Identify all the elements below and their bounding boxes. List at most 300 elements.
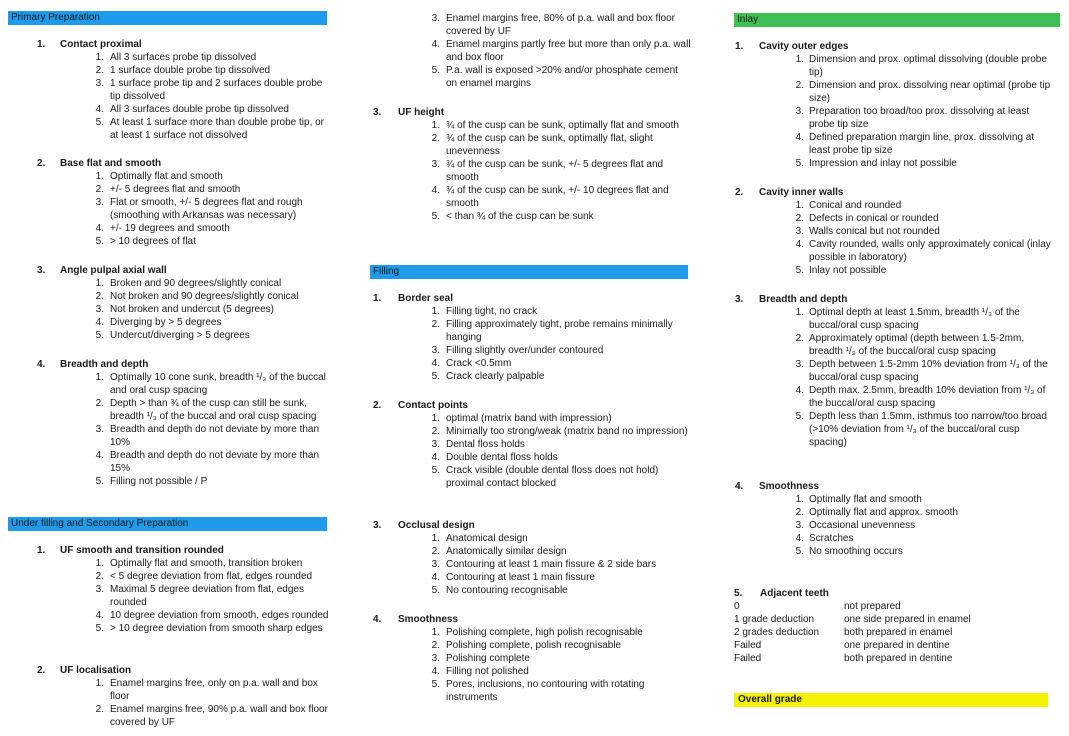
section-title: UF height [398, 107, 445, 118]
list-item [710, 264, 1055, 277]
list-item [12, 103, 332, 116]
item-number: 4. [431, 39, 440, 50]
list-item [12, 316, 332, 329]
item-number: 1. [431, 306, 440, 317]
item-text: Approximately optimal (depth between 1.5-2mm, breadth ¹/₃ of the buccal/oral cusp spacing [809, 333, 1025, 357]
item-text: Depth max. 2.5mm, breadth 10% deviation from ¹/₃ of the buccal/oral cusp spacing [809, 385, 1046, 409]
list-item [12, 583, 332, 609]
item-text: Scratches [809, 533, 854, 544]
section-title: Breadth and depth [759, 294, 848, 305]
list-item [12, 77, 332, 103]
list-item [346, 451, 691, 464]
list-item [12, 423, 332, 449]
item-number: 5. [431, 585, 440, 596]
item-text: Anatomical design [446, 533, 528, 544]
item-text: Flat or smooth, +/- 5 degrees flat and rough (smoothing with Arkansas was necessary) [110, 197, 303, 221]
item-number: 5. [431, 465, 440, 476]
section-number: 5. [734, 588, 743, 599]
primary-preparation-title: Primary Preparation [11, 12, 100, 23]
section-title: Smoothness [398, 614, 459, 625]
list-item [346, 412, 691, 425]
list-item [346, 12, 691, 38]
section-number: 1. [373, 293, 382, 304]
item-number: 2. [95, 184, 104, 195]
item-text: Anatomically similar design [446, 546, 567, 557]
item-number: 4. [431, 185, 440, 196]
inlay-breadth-section [710, 293, 1055, 449]
list-item [710, 506, 1055, 519]
section-title: Cavity outer edges [759, 41, 849, 52]
item-number: 4. [431, 358, 440, 369]
section-title: Smoothness [759, 481, 820, 492]
list-item [346, 584, 691, 597]
uf-localisation-section [12, 664, 332, 729]
section-title: Angle pulpal axial wall [60, 265, 167, 276]
adjacent-grade: 0 [734, 601, 740, 612]
list-item [710, 493, 1055, 506]
item-text: Dimension and prox. optimal dissolving (double probe tip) [809, 54, 1047, 78]
item-number: 3. [95, 197, 104, 208]
list-item [710, 358, 1055, 384]
base-flat-section [12, 157, 332, 248]
list-item [346, 184, 691, 210]
list-item [12, 277, 332, 290]
item-number: 5. [795, 158, 804, 169]
section-number: 2. [37, 158, 46, 169]
item-number: 1. [431, 413, 440, 424]
item-number: 2. [431, 319, 440, 330]
item-text: All 3 surfaces probe tip dissolved [110, 52, 257, 63]
item-text: ¾ of the cusp can be sunk, optimally flat and smooth [446, 120, 679, 131]
list-item [346, 639, 691, 652]
section-heading [12, 664, 332, 677]
section-number: 4. [37, 359, 46, 370]
list-item [12, 196, 332, 222]
item-text: Pores, inclusions, no contouring with rotating instruments [446, 679, 645, 703]
item-number: 1. [431, 533, 440, 544]
item-number: 1. [795, 54, 804, 65]
item-text: > 10 degrees of flat [110, 236, 196, 247]
cavity-inner-section [710, 186, 1055, 277]
inlay-smoothness-section [710, 480, 1055, 558]
adjacent-description: one prepared in dentine [844, 640, 950, 651]
item-number: 3. [431, 439, 440, 450]
list-item [710, 384, 1055, 410]
item-text: optimal (matrix band with impression) [446, 413, 612, 424]
list-item [12, 449, 332, 475]
adjacent-row [710, 626, 1054, 639]
section-number: 3. [37, 265, 46, 276]
item-text: Enamel margins free, only on p.a. wall and box floor [110, 678, 318, 702]
item-text: Depth between 1.5-2mm 10% deviation from ¹/₃ of the buccal/oral cusp spacing [809, 359, 1048, 383]
item-text: Crack clearly palpable [446, 371, 545, 382]
list-item [710, 131, 1055, 157]
contact-proximal-section [12, 38, 332, 142]
item-number: 1. [795, 200, 804, 211]
item-text: Crack visible (double dental floss does not hold) proximal contact blocked [446, 465, 659, 489]
list-item [710, 332, 1055, 358]
item-text: +/- 19 degrees and smooth [110, 223, 230, 234]
section-heading [12, 264, 332, 277]
list-item [710, 238, 1055, 264]
list-item [346, 318, 691, 344]
item-text: Not broken and 90 degrees/slightly conical [110, 291, 299, 302]
section-heading [346, 519, 691, 532]
item-number: 5. [431, 211, 440, 222]
list-item [710, 306, 1055, 332]
item-number: 3. [95, 78, 104, 89]
item-text: Minimally too strong/weak (matrix band no impression) [446, 426, 688, 437]
item-number: 1. [795, 494, 804, 505]
section-heading [12, 358, 332, 371]
section-title: Occlusal design [398, 520, 475, 531]
item-text: < 5 degree deviation from flat, edges rounded [110, 571, 313, 582]
list-item [346, 305, 691, 318]
item-text: Filling approximately tight, probe remains minimally hanging [446, 319, 673, 343]
angle-pulpal-section [12, 264, 332, 342]
item-number: 2. [431, 546, 440, 557]
item-text: 10 degree deviation from smooth, edges rounded [110, 610, 329, 621]
item-text: Dental floss holds [446, 439, 525, 450]
item-number: 4. [95, 450, 104, 461]
section-heading [710, 480, 1055, 493]
item-text: No smoothing occurs [809, 546, 903, 557]
item-text: Double dental floss holds [446, 452, 558, 463]
cavity-outer-section [710, 40, 1055, 170]
item-number: 5. [95, 236, 104, 247]
section-heading [710, 40, 1055, 53]
adjacent-grade: Failed [734, 640, 762, 651]
item-text: > 10 degree deviation from smooth sharp edges [110, 623, 323, 634]
item-text: Maximal 5 degree deviation from flat, edges rounded [110, 584, 304, 608]
item-number: 5. [95, 117, 104, 128]
section-heading [346, 399, 691, 412]
item-text: Polishing complete, polish recognisable [446, 640, 622, 651]
primary-preparation-header [8, 11, 327, 25]
item-number: 2. [795, 333, 804, 344]
item-number: 4. [795, 239, 804, 250]
item-number: 2. [95, 398, 104, 409]
section-number: 3. [373, 520, 382, 531]
item-text: Optimally flat and smooth [809, 494, 922, 505]
item-text: 1 surface probe tip and 2 surfaces double probe tip dissolved [110, 78, 323, 102]
list-item [710, 53, 1055, 79]
item-number: 5. [795, 411, 804, 422]
item-number: 2. [95, 291, 104, 302]
section-title: UF smooth and transition rounded [60, 545, 224, 556]
item-text: All 3 surfaces double probe tip dissolved [110, 104, 289, 115]
item-text: < than ¾ of the cusp can be sunk [446, 211, 594, 222]
section-number: 1. [735, 41, 744, 52]
list-item [346, 532, 691, 545]
list-item [346, 438, 691, 451]
section-number: 1. [37, 39, 46, 50]
section-number: 4. [373, 614, 382, 625]
item-number: 5. [795, 546, 804, 557]
section-heading [346, 292, 691, 305]
list-item [710, 519, 1055, 532]
list-item [12, 183, 332, 196]
list-item [710, 212, 1055, 225]
list-item [346, 132, 691, 158]
item-text: Conical and rounded [809, 200, 902, 211]
item-number: 5. [95, 330, 104, 341]
inlay-header [734, 13, 1060, 27]
item-number: 1. [95, 52, 104, 63]
item-number: 4. [95, 104, 104, 115]
list-item [12, 51, 332, 64]
item-number: 3. [431, 653, 440, 664]
adjacent-teeth-heading [734, 587, 1054, 600]
item-number: 2. [95, 65, 104, 76]
list-item [346, 357, 691, 370]
adjacent-description: one side prepared in enamel [844, 614, 971, 625]
item-number: 2. [431, 426, 440, 437]
list-item [346, 558, 691, 571]
section-number: 1. [37, 545, 46, 556]
list-item [12, 622, 332, 635]
item-number: 4. [95, 317, 104, 328]
item-number: 3. [795, 226, 804, 237]
section-heading [12, 38, 332, 51]
item-text: ¾ of the cusp can be sunk, +/- 5 degrees flat and smooth [446, 159, 664, 183]
list-item [12, 303, 332, 316]
list-item [12, 170, 332, 183]
item-text: Breadth and depth do not deviate by more than 15% [110, 450, 320, 474]
section-title: Base flat and smooth [60, 158, 162, 169]
list-item [710, 157, 1055, 170]
item-text: Filling not polished [446, 666, 529, 677]
overall-grade-title: Overall grade [738, 694, 802, 705]
item-text: Depth > than ¾ of the cusp can still be sunk, breadth ¹/₃ of the buccal and oral cusp spacing [110, 398, 317, 422]
adjacent-row [710, 652, 1054, 665]
section-heading [346, 106, 691, 119]
item-number: 4. [95, 610, 104, 621]
item-number: 5. [95, 476, 104, 487]
item-text: Optimally flat and approx. smooth [809, 507, 958, 518]
item-number: 3. [795, 359, 804, 370]
item-text: Impression and inlay not possible [809, 158, 957, 169]
adjacent-description: not prepared [844, 601, 901, 612]
item-text: Filling not possible / P [110, 476, 208, 487]
section-title: Adjacent teeth [760, 588, 829, 599]
uf-localisation-continued [346, 12, 691, 90]
list-item [346, 571, 691, 584]
item-number: 1. [431, 627, 440, 638]
list-item [12, 397, 332, 423]
item-number: 2. [95, 571, 104, 582]
item-number: 4. [795, 385, 804, 396]
list-item [346, 370, 691, 383]
list-item [12, 475, 332, 488]
item-text: Not broken and undercut (5 degrees) [110, 304, 274, 315]
item-text: P.a. wall is exposed >20% and/or phosphate cement on enamel margins [446, 65, 678, 89]
section-title: Breadth and depth [60, 359, 149, 370]
item-number: 5. [95, 623, 104, 634]
item-number: 4. [431, 452, 440, 463]
list-item [346, 665, 691, 678]
list-item [710, 199, 1055, 212]
list-item [346, 64, 691, 90]
adjacent-row [710, 613, 1054, 626]
item-text: Undercut/diverging > 5 degrees [110, 330, 250, 341]
section-title: Contact points [398, 400, 468, 411]
item-text: ¾ of the cusp can be sunk, +/- 10 degrees flat and smooth [446, 185, 669, 209]
section-title: Border seal [398, 293, 454, 304]
item-number: 3. [95, 584, 104, 595]
overall-grade-bar [734, 693, 1048, 707]
item-number: 3. [795, 106, 804, 117]
list-item [12, 235, 332, 248]
item-text: Contouring at least 1 main fissure [446, 572, 595, 583]
list-item [12, 557, 332, 570]
item-text: Walls conical but not rounded [809, 226, 940, 237]
adjacent-teeth-table [710, 600, 1054, 665]
item-number: 4. [795, 533, 804, 544]
item-text: Diverging by > 5 degrees [110, 317, 222, 328]
adjacent-grade: 2 grades deduction [734, 627, 820, 638]
item-number: 1. [95, 372, 104, 383]
filling-header [370, 265, 688, 279]
item-number: 4. [95, 223, 104, 234]
section-number: 2. [373, 400, 382, 411]
inlay-title: Inlay [737, 14, 759, 25]
list-item [346, 652, 691, 665]
adjacent-grade: Failed [734, 653, 762, 664]
item-number: 2. [95, 704, 104, 715]
list-item [710, 225, 1055, 238]
item-number: 5. [431, 371, 440, 382]
item-text: Inlay not possible [809, 265, 887, 276]
item-number: 1. [431, 120, 440, 131]
list-item [12, 371, 332, 397]
item-number: 3. [795, 520, 804, 531]
occlusal-design-section [346, 519, 691, 597]
list-item [710, 105, 1055, 131]
item-text: No contouring recognisable [446, 585, 568, 596]
item-number: 2. [795, 213, 804, 224]
list-item [12, 609, 332, 622]
uf-height-section [346, 106, 691, 223]
list-item [710, 79, 1055, 105]
item-text: Dimension and prox. dissolving near optimal (probe tip size) [809, 80, 1051, 104]
item-number: 3. [431, 13, 440, 24]
list-item [12, 64, 332, 77]
adjacent-grade: 1 grade deduction [734, 614, 815, 625]
item-text: Defects in conical or rounded [809, 213, 939, 224]
list-item [346, 425, 691, 438]
adjacent-description: both prepared in enamel [844, 627, 953, 638]
filling-title: Filling [373, 266, 400, 277]
list-item [346, 678, 691, 704]
list-item [346, 626, 691, 639]
item-text: Crack <0.5mm [446, 358, 512, 369]
list-item [12, 677, 332, 703]
item-number: 3. [431, 159, 440, 170]
item-number: 3. [431, 559, 440, 570]
list-item [12, 290, 332, 303]
item-text: Enamel margins partly free but more than only p.a. wall and box floor [446, 39, 691, 63]
item-text: Filling tight, no crack [446, 306, 538, 317]
adjacent-row [710, 639, 1054, 652]
item-number: 1. [95, 558, 104, 569]
list-item [12, 570, 332, 583]
under-filling-header [8, 517, 327, 531]
item-text: Polishing complete [446, 653, 530, 664]
item-text: Preparation too broad/too prox. dissolving at least probe tip size [809, 106, 1030, 130]
section-number: 2. [37, 665, 46, 676]
item-text: Defined preparation margin line, prox. dissolving at least probe tip size [809, 132, 1035, 156]
item-text: Optimally flat and smooth [110, 171, 223, 182]
item-text: Breadth and depth do not deviate by more than 10% [110, 424, 320, 448]
item-text: Optimal depth at least 1.5mm, breadth ¹/₃ of the buccal/oral cusp spacing [809, 307, 1020, 331]
item-number: 3. [431, 345, 440, 356]
section-number: 3. [373, 107, 382, 118]
item-text: At least 1 surface more than double probe tip, or at least 1 surface not dissolved [110, 117, 325, 141]
item-text: Optimally 10 cone sunk, breadth ¹/₃ of the buccal and oral cusp spacing [110, 372, 326, 396]
list-item [12, 116, 332, 142]
border-seal-section [346, 292, 691, 383]
section-heading [346, 613, 691, 626]
item-text: Broken and 90 degrees/slightly conical [110, 278, 282, 289]
adjacent-row [710, 600, 1054, 613]
list-item [346, 464, 691, 490]
item-text: Depth less than 1.5mm, isthmus too narrow/too broad (>10% deviation from ¹/₃ of the buccal/oral cusp spacing) [809, 411, 1047, 448]
list-item [12, 329, 332, 342]
list-item [12, 703, 332, 729]
item-number: 1. [95, 278, 104, 289]
item-text: Filling slightly over/under contoured [446, 345, 604, 356]
item-number: 5. [431, 65, 440, 76]
list-item [346, 545, 691, 558]
item-number: 4. [795, 132, 804, 143]
list-item [710, 545, 1055, 558]
item-text: +/- 5 degrees flat and smooth [110, 184, 241, 195]
item-text: Polishing complete, high polish recognisable [446, 627, 643, 638]
item-text: Optimally flat and smooth, transition broken [110, 558, 303, 569]
section-title: UF localisation [60, 665, 132, 676]
item-number: 1. [95, 171, 104, 182]
list-item [346, 344, 691, 357]
section-heading [12, 544, 332, 557]
item-number: 2. [431, 640, 440, 651]
adjacent-teeth-section [734, 587, 1054, 665]
section-number: 3. [735, 294, 744, 305]
section-heading [12, 157, 332, 170]
item-number: 5. [795, 265, 804, 276]
section-heading [710, 293, 1055, 306]
item-number: 1. [795, 307, 804, 318]
section-title: Contact proximal [60, 39, 142, 50]
item-number: 2. [795, 507, 804, 518]
list-item [346, 119, 691, 132]
item-text: Enamel margins free, 90% p.a. wall and box floor covered by UF [110, 704, 328, 728]
section-number: 4. [735, 481, 744, 492]
item-number: 2. [431, 133, 440, 144]
item-number: 5. [431, 679, 440, 690]
item-number: 1. [95, 678, 104, 689]
uf-smooth-section [12, 544, 332, 635]
section-title: Cavity inner walls [759, 187, 844, 198]
item-text: Enamel margins free, 80% of p.a. wall and box floor covered by UF [446, 13, 676, 37]
item-text: Occasional unevenness [809, 520, 916, 531]
under-filling-title: Under filling and Secondary Preparation [11, 518, 189, 529]
item-text: ¾ of the cusp can be sunk, optimally flat, slight unevenness [446, 133, 653, 157]
item-text: Contouring at least 1 main fissure & 2 side bars [446, 559, 657, 570]
adjacent-description: both prepared in dentine [844, 653, 953, 664]
item-number: 3. [95, 304, 104, 315]
section-heading [710, 186, 1055, 199]
